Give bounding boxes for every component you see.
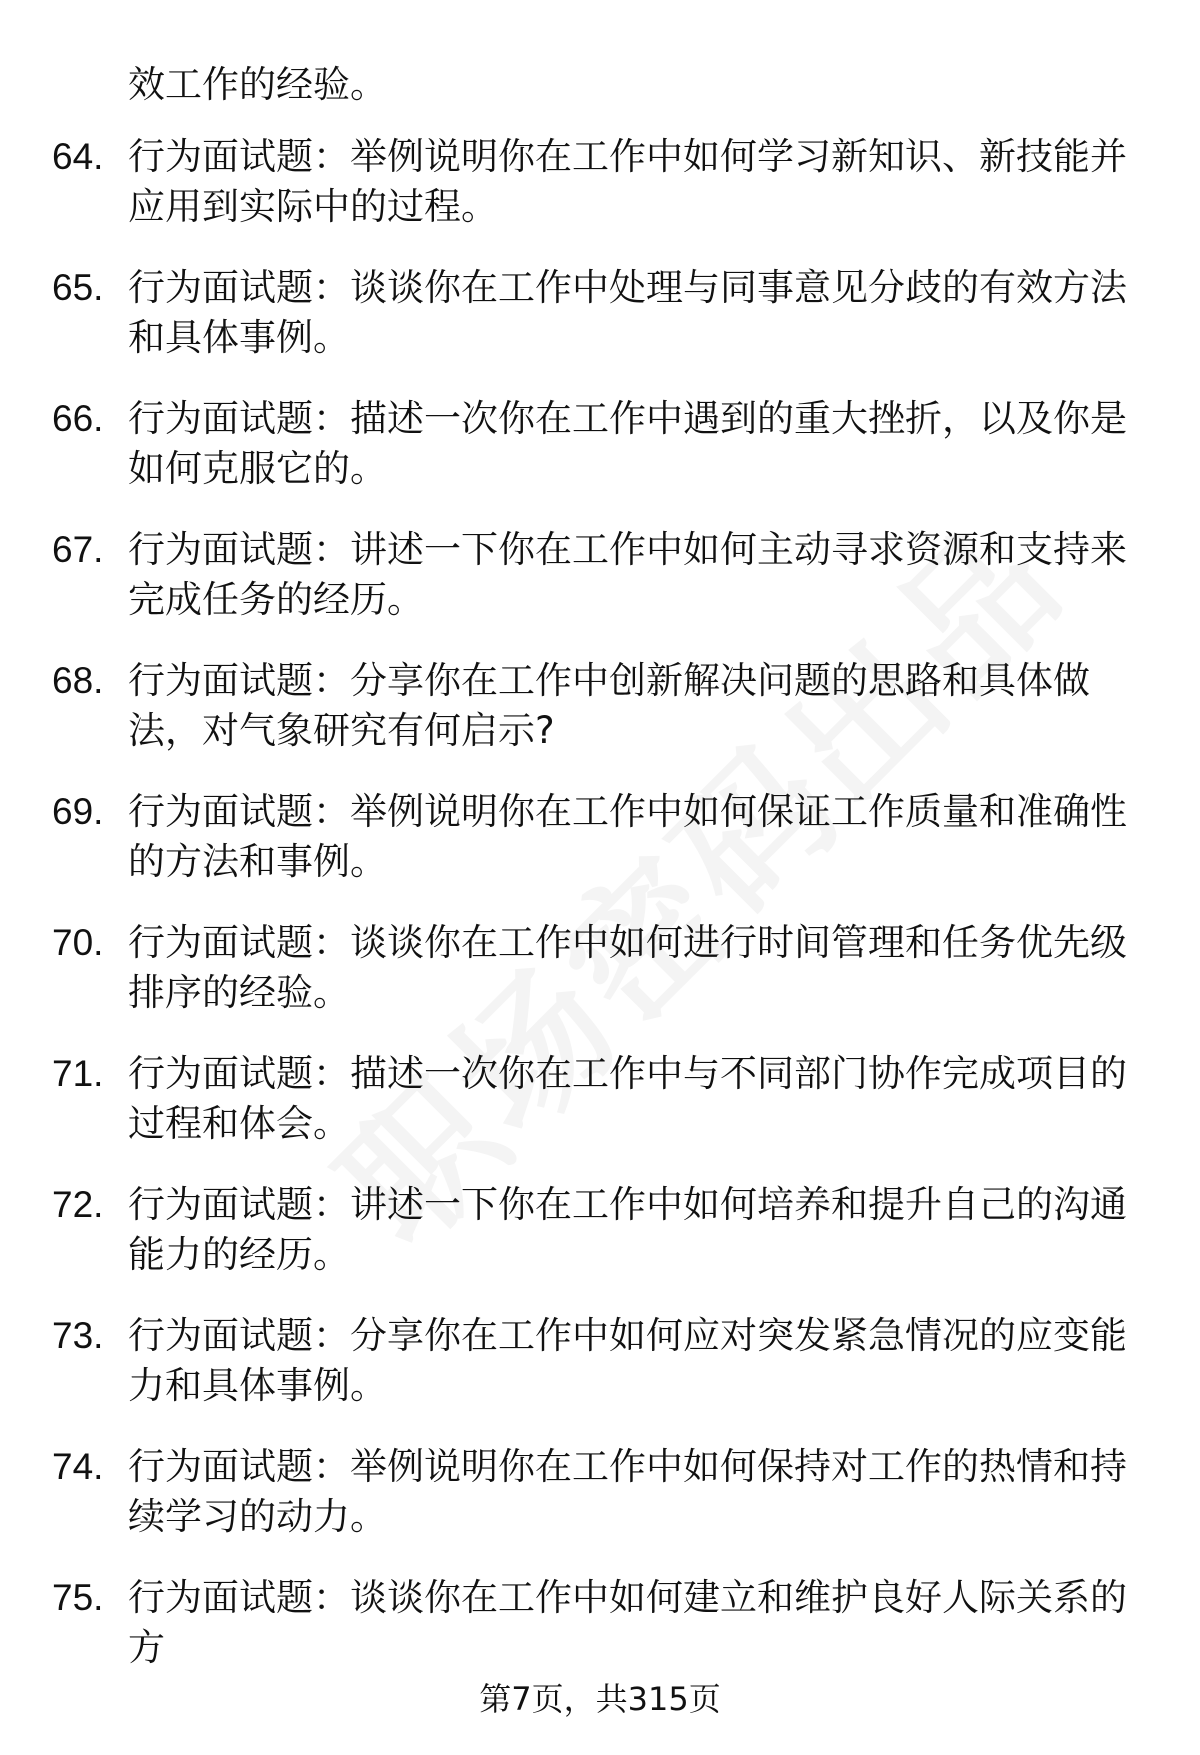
question-number: 67. xyxy=(52,529,104,570)
question-text: 行为面试题：讲述一下你在工作中如何主动寻求资源和支持来完成任务的经历。 xyxy=(128,528,1127,621)
question-number: 64. xyxy=(52,136,104,177)
question-number: 72. xyxy=(52,1184,104,1225)
list-item xyxy=(52,1180,1142,1311)
question-text: 行为面试题：描述一次你在工作中与不同部门协作完成项目的过程和体会。 xyxy=(128,1052,1127,1145)
list-item xyxy=(52,394,1142,525)
question-number: 73. xyxy=(52,1315,104,1356)
list-item xyxy=(52,918,1142,1049)
list-item xyxy=(52,132,1142,263)
question-number: 68. xyxy=(52,660,104,701)
question-text: 行为面试题：谈谈你在工作中处理与同事意见分歧的有效方法和具体事例。 xyxy=(128,266,1127,359)
question-text: 行为面试题：描述一次你在工作中遇到的重大挫折，以及你是如何克服它的。 xyxy=(128,397,1127,490)
list-item xyxy=(52,525,1142,656)
question-list xyxy=(52,132,1142,1704)
list-item xyxy=(52,1049,1142,1180)
question-number: 74. xyxy=(52,1446,104,1487)
question-number: 70. xyxy=(52,922,104,963)
question-number: 75. xyxy=(52,1577,104,1618)
question-number: 71. xyxy=(52,1053,104,1094)
question-number: 65. xyxy=(52,267,104,308)
question-number: 69. xyxy=(52,791,104,832)
list-item xyxy=(52,263,1142,394)
question-text: 行为面试题：讲述一下你在工作中如何培养和提升自己的沟通能力的经历。 xyxy=(128,1183,1127,1276)
list-item xyxy=(52,787,1142,918)
list-item xyxy=(52,656,1142,787)
question-text: 行为面试题：谈谈你在工作中如何建立和维护良好人际关系的方 xyxy=(128,1576,1127,1669)
question-text: 行为面试题：分享你在工作中如何应对突发紧急情况的应变能力和具体事例。 xyxy=(128,1314,1127,1407)
question-text: 行为面试题：举例说明你在工作中如何学习新知识、新技能并应用到实际中的过程。 xyxy=(128,135,1127,228)
question-text: 行为面试题：举例说明你在工作中如何保证工作质量和准确性的方法和事例。 xyxy=(128,790,1127,883)
list-item xyxy=(52,1311,1142,1442)
question-number: 66. xyxy=(52,398,104,439)
question-text: 行为面试题：谈谈你在工作中如何进行时间管理和任务优先级排序的经验。 xyxy=(128,921,1127,1014)
question-text: 行为面试题：举例说明你在工作中如何保持对工作的热情和持续学习的动力。 xyxy=(128,1445,1127,1538)
continuation-text: 效工作的经验。 xyxy=(128,63,387,106)
page-footer: 第7页，共315页 xyxy=(479,1680,721,1718)
list-item xyxy=(52,1442,1142,1573)
question-text: 行为面试题：分享你在工作中创新解决问题的思路和具体做法，对气象研究有何启示? xyxy=(128,659,1090,752)
